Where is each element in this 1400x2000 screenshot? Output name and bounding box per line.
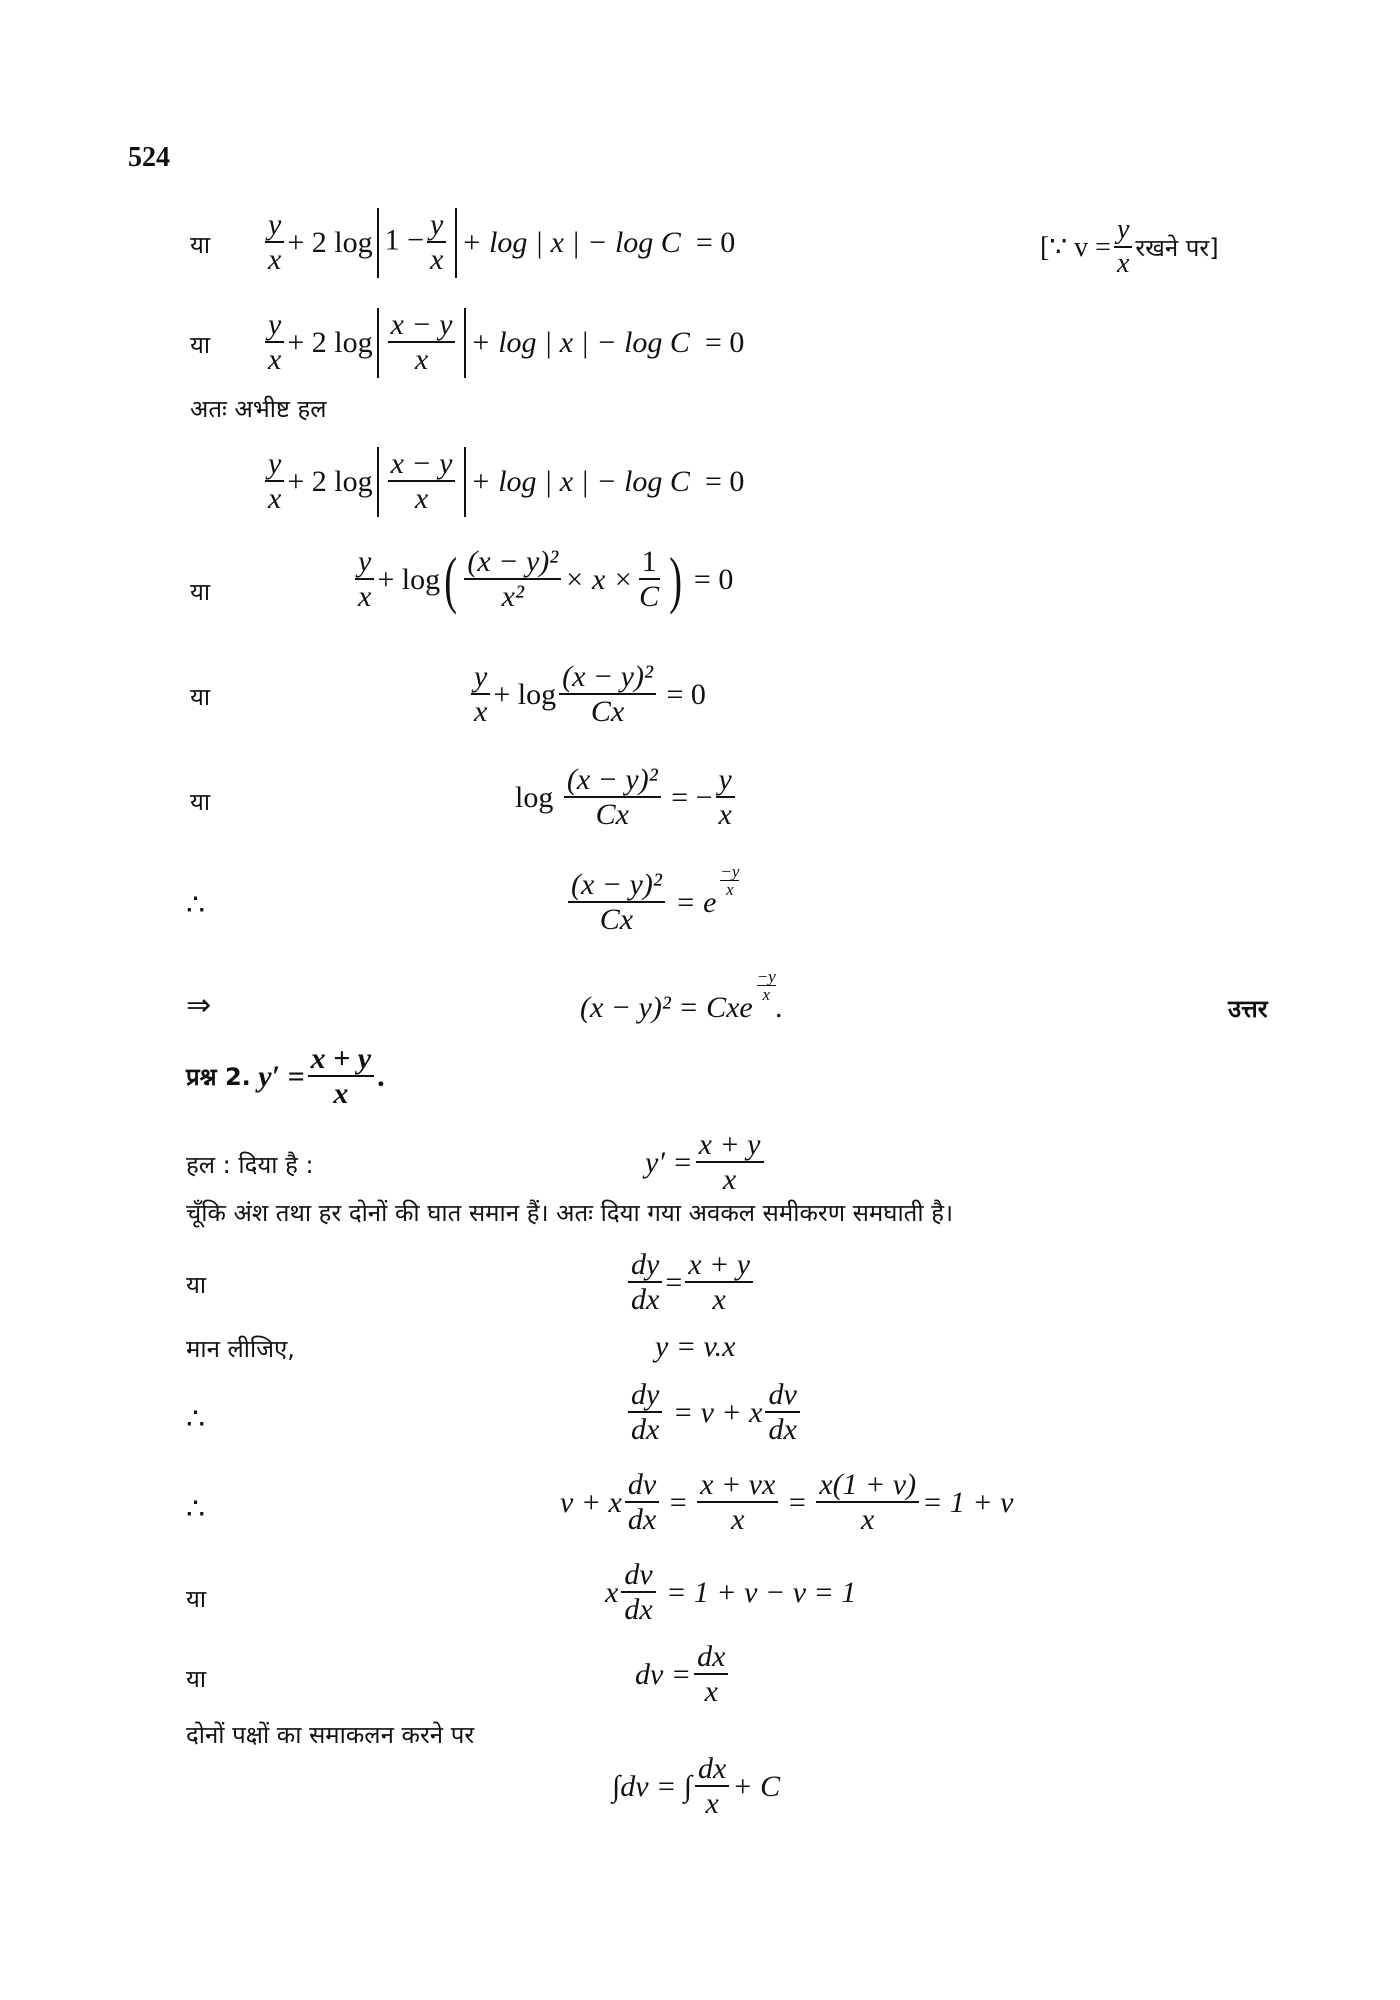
label-ya-2: या	[190, 331, 211, 359]
equation-12: $\frac{dy}{dx}$ = v + x $\frac{dv}{dx}$	[625, 1378, 803, 1448]
equation-16: ∫dv = ∫ $\frac{dx}{x}$ + C	[612, 1752, 781, 1820]
therefore-symbol-1: ∴	[186, 889, 206, 922]
integrate-both-sides-label: दोनों पक्षों का समाकलन करने पर	[186, 1721, 475, 1749]
equation-10: $\frac{dy}{dx}$ = $\frac{x + y}{x}$	[625, 1248, 756, 1318]
page-number: 524	[128, 142, 170, 173]
equation-6: log $\frac{\text{(x − y)²}}{Cx}$ = − $\frac{y}{x}$	[515, 763, 738, 833]
side-note: [∵ v = $\frac{y}{x}$ रखने पर]	[1040, 214, 1219, 279]
equation-7: $\frac{\text{(x − y)²}}{Cx}$ = e $\frac{-y}{x}$	[565, 868, 739, 938]
equation-15: dv = $\frac{dx}{x}$	[635, 1640, 731, 1710]
homogeneous-statement: चूँकि अंश तथा हर दोनों की घात समान हैं। अतः दिया गया अवकल समीकरण समघाती है।	[186, 1199, 954, 1227]
equation-2: $\frac{y}{x}$ + 2 log $\frac{x - y}{x}$ + log | x | − log C = 0	[262, 308, 744, 378]
equation-4: $\frac{y}{x}$ + log ( $\frac{\text{(x − y)²}}{\text{x²}}$ × x × $\frac{1}{C}$ ) = 0	[352, 545, 733, 615]
label-ya-3: या	[190, 578, 211, 606]
label-ya-6: या	[186, 1271, 207, 1299]
heading-required-solution: अतः अभीष्ट हल	[190, 395, 327, 423]
label-ya-4: या	[190, 683, 211, 711]
equation-11: y = v.x	[655, 1330, 736, 1363]
answer-label: उत्तर	[1228, 995, 1268, 1023]
label-ya-8: या	[186, 1665, 207, 1693]
label-ya-5: या	[190, 788, 211, 816]
therefore-symbol-2: ∴	[186, 1403, 206, 1436]
equation-3: $\frac{y}{x}$ + 2 log $\frac{x - y}{x}$ + log | x | − log C = 0	[262, 447, 744, 517]
solution-given-label: हल : दिया है :	[186, 1151, 314, 1179]
implies-symbol: ⇒	[186, 989, 212, 1022]
equation-9: y′ = $\frac{x + y}{x}$	[645, 1128, 767, 1198]
label-ya-7: या	[186, 1585, 207, 1613]
equation-8: (x − y)² = Cxe $\frac{-y}{x}$ .	[580, 967, 784, 1024]
equation-1: $\frac{y}{x}$ + 2 log 1 − $\frac{y}{x}$ + log | x | − log C = 0	[262, 208, 735, 278]
therefore-symbol-3: ∴	[186, 1493, 206, 1526]
let-label: मान लीजिए,	[186, 1335, 295, 1363]
equation-13: v + x $\frac{dv}{dx}$ = $\frac{x + vx}{x}$ = $\frac{x(1 + v)}{x}$ = 1 + v	[560, 1468, 1014, 1536]
equation-5: $\frac{y}{x}$ + log $\frac{\text{(x − y)²}}{Cx}$ = 0	[468, 660, 706, 730]
label-ya-1: या	[190, 231, 211, 259]
equation-14: x $\frac{dv}{dx}$ = 1 + v − v = 1	[605, 1558, 857, 1626]
question-2: प्रश्न 2. y′ = $\frac{x + y}{x}$ .	[186, 1042, 385, 1110]
